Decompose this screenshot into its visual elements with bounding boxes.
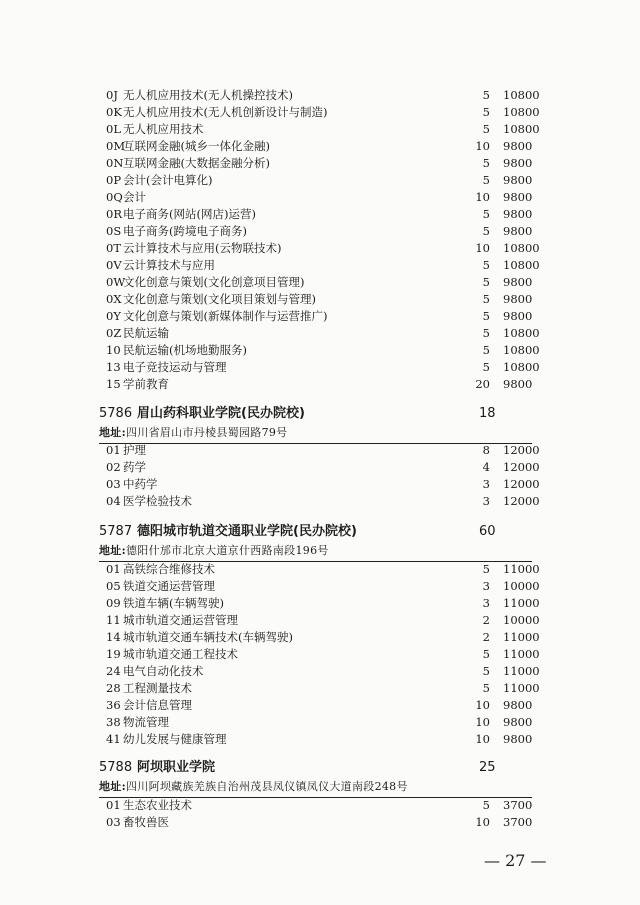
table-row (0, 612, 640, 629)
school-name: 德阳城市轨道交通职业学院(民办院校) (137, 524, 357, 539)
table-row (0, 459, 640, 476)
major-name: 电子商务(跨境电子商务) (123, 224, 247, 238)
tuition-fee: 12000 (503, 494, 540, 508)
table-row (0, 223, 640, 240)
table-row (0, 359, 640, 376)
major-name: 生态农业技术 (123, 798, 192, 812)
major-name: 文化创意与策划(文化创意项目管理) (123, 275, 305, 289)
major-code: 0Z (106, 326, 122, 340)
major-name: 医学检验技术 (123, 494, 192, 508)
table-row (0, 797, 640, 814)
school-total-quota: 60 (479, 524, 496, 539)
tuition-fee: 9800 (503, 207, 533, 221)
table-row (0, 714, 640, 731)
table-row (0, 493, 640, 510)
quota-count: 5 (482, 360, 490, 374)
quota-count: 10 (475, 815, 490, 829)
major-name: 城市轨道交通运营管理 (123, 613, 238, 627)
school-header (0, 404, 640, 424)
major-name: 无人机应用技术(无人机操控技术) (123, 88, 293, 102)
major-name: 无人机应用技术 (123, 122, 204, 136)
table-row (0, 731, 640, 748)
quota-count: 5 (482, 224, 490, 238)
major-code: 04 (106, 494, 121, 508)
tuition-fee: 12000 (503, 477, 540, 491)
tuition-fee: 11000 (503, 647, 540, 661)
major-code: 28 (106, 681, 121, 695)
major-name: 文化创意与策划(新媒体制作与运营推广) (123, 309, 328, 323)
page-number: — 27 — (484, 851, 547, 870)
major-code: 0N (106, 156, 124, 170)
table-row (0, 342, 640, 359)
major-name: 药学 (123, 460, 146, 474)
table-row (0, 138, 640, 155)
quota-count: 5 (482, 798, 490, 812)
quota-count: 4 (482, 460, 490, 474)
major-name: 文化创意与策划(文化项目策划与管理) (123, 292, 316, 306)
major-code: 0Y (106, 309, 121, 323)
major-code: 0K (106, 105, 122, 119)
tuition-fee: 12000 (503, 443, 540, 457)
major-name: 幼儿发展与健康管理 (123, 732, 227, 746)
quota-count: 5 (482, 681, 490, 695)
major-name: 云计算技术与应用(云物联技术) (123, 241, 282, 255)
tuition-fee: 10800 (503, 241, 540, 255)
table-row (0, 257, 640, 274)
major-name: 云计算技术与应用 (123, 258, 215, 272)
major-code: 0R (106, 207, 122, 221)
tuition-fee: 3700 (503, 798, 533, 812)
quota-count: 5 (482, 664, 490, 678)
address-text: 四川阿坝藏族羌族自治州茂县凤仪镇凤仪大道南段248号 (125, 780, 408, 793)
school-id: 5787 (99, 524, 133, 539)
quota-count: 3 (482, 477, 490, 491)
major-code: 38 (106, 715, 121, 729)
major-name: 城市轨道交通工程技术 (123, 647, 238, 661)
quota-count: 5 (482, 88, 490, 102)
major-code: 0P (106, 173, 122, 187)
quota-count: 5 (482, 258, 490, 272)
school-total-quota: 18 (479, 406, 496, 421)
tuition-fee: 9800 (503, 309, 533, 323)
major-code: 19 (106, 647, 121, 661)
major-code: 13 (106, 360, 121, 374)
school-address (99, 543, 329, 559)
school-id: 5788 (99, 760, 133, 775)
quota-count: 8 (482, 443, 490, 457)
quota-count: 3 (482, 579, 490, 593)
major-code: 01 (106, 798, 121, 812)
quota-count: 2 (482, 630, 490, 644)
major-code: 0V (106, 258, 122, 272)
major-code: 01 (106, 562, 121, 576)
major-name: 中药学 (123, 477, 158, 491)
major-code: 41 (106, 732, 121, 746)
major-code: 01 (106, 443, 121, 457)
address-label: 地址: (99, 426, 126, 439)
major-name: 城市轨道交通车辆技术(车辆驾驶) (123, 630, 293, 644)
quota-count: 10 (475, 241, 490, 255)
table-row (0, 646, 640, 663)
major-name: 互联网金融(城乡一体化金融) (123, 139, 270, 153)
quota-count: 2 (482, 613, 490, 627)
major-name: 会计 (123, 190, 146, 204)
major-code: 0W (106, 275, 126, 289)
tuition-fee: 10800 (503, 88, 540, 102)
major-name: 物流管理 (123, 715, 169, 729)
address-text: 德阳什邡市北京大道京什西路南段196号 (125, 544, 329, 557)
table-row (0, 291, 640, 308)
school-name: 阿坝职业学院 (137, 760, 216, 775)
tuition-fee: 10800 (503, 122, 540, 136)
tuition-fee: 10000 (503, 579, 540, 593)
major-code: 14 (106, 630, 121, 644)
quota-count: 5 (482, 343, 490, 357)
quota-count: 5 (482, 326, 490, 340)
major-code: 02 (106, 460, 121, 474)
table-row (0, 663, 640, 680)
major-code: 15 (106, 377, 121, 391)
table-row (0, 206, 640, 223)
table-row (0, 680, 640, 697)
tuition-fee: 9800 (503, 377, 533, 391)
tuition-fee: 11000 (503, 562, 540, 576)
tuition-fee: 9800 (503, 156, 533, 170)
school-name: 眉山药科职业学院(民办院校) (137, 406, 305, 421)
major-name: 护理 (123, 443, 146, 457)
school-header (0, 522, 640, 542)
quota-count: 10 (475, 698, 490, 712)
major-code: 09 (106, 596, 121, 610)
tuition-fee: 9800 (503, 732, 533, 746)
tuition-fee: 11000 (503, 596, 540, 610)
quota-count: 5 (482, 562, 490, 576)
major-name: 会计信息管理 (123, 698, 192, 712)
major-code: 0T (106, 241, 121, 255)
major-name: 民航运输(机场地勤服务) (123, 343, 247, 357)
major-code: 36 (106, 698, 121, 712)
major-name: 铁道车辆(车辆驾驶) (123, 596, 224, 610)
quota-count: 5 (482, 173, 490, 187)
major-name: 畜牧兽医 (123, 815, 169, 829)
tuition-fee: 9800 (503, 292, 533, 306)
major-code: 0S (106, 224, 122, 238)
quota-count: 10 (475, 190, 490, 204)
major-code: 03 (106, 815, 121, 829)
table-row (0, 814, 640, 831)
tuition-fee: 10800 (503, 105, 540, 119)
quota-count: 5 (482, 292, 490, 306)
major-code: 11 (106, 613, 121, 627)
table-row (0, 308, 640, 325)
quota-count: 5 (482, 105, 490, 119)
table-row (0, 172, 640, 189)
address-text: 四川省眉山市丹棱县蜀园路79号 (125, 426, 288, 439)
major-code: 0L (106, 122, 121, 136)
table-row (0, 578, 640, 595)
quota-count: 10 (475, 139, 490, 153)
address-label: 地址: (99, 780, 126, 793)
tuition-fee: 9800 (503, 698, 533, 712)
quota-count: 3 (482, 596, 490, 610)
major-code: 0Q (106, 190, 123, 204)
table-row (0, 476, 640, 493)
quota-count: 5 (482, 207, 490, 221)
quota-count: 5 (482, 309, 490, 323)
tuition-fee: 10000 (503, 613, 540, 627)
table-row (0, 104, 640, 121)
major-code: 0X (106, 292, 122, 306)
tuition-fee: 10800 (503, 326, 540, 340)
table-row (0, 189, 640, 206)
table-row (0, 376, 640, 393)
major-name: 铁道交通运营管理 (123, 579, 215, 593)
table-row (0, 595, 640, 612)
major-name: 学前教育 (123, 377, 169, 391)
major-code: 03 (106, 477, 121, 491)
major-code: 0M (106, 139, 126, 153)
major-code: 10 (106, 343, 121, 357)
table-row (0, 697, 640, 714)
quota-count: 5 (482, 275, 490, 289)
table-row (0, 240, 640, 257)
quota-count: 5 (482, 122, 490, 136)
tuition-fee: 11000 (503, 630, 540, 644)
major-name: 工程测量技术 (123, 681, 192, 695)
table-row (0, 629, 640, 646)
school-address (99, 425, 287, 441)
major-name: 无人机应用技术(无人机创新设计与制造) (123, 105, 328, 119)
major-code: 24 (106, 664, 121, 678)
quota-count: 10 (475, 732, 490, 746)
tuition-fee: 10800 (503, 360, 540, 374)
major-code: 05 (106, 579, 121, 593)
major-name: 电子竞技运动与管理 (123, 360, 227, 374)
table-row (0, 274, 640, 291)
tuition-fee: 12000 (503, 460, 540, 474)
quota-count: 5 (482, 156, 490, 170)
quota-count: 20 (475, 377, 490, 391)
table-row (0, 325, 640, 342)
table-row (0, 561, 640, 578)
tuition-fee: 9800 (503, 139, 533, 153)
tuition-fee: 11000 (503, 681, 540, 695)
tuition-fee: 9800 (503, 173, 533, 187)
tuition-fee: 9800 (503, 715, 533, 729)
quota-count: 3 (482, 494, 490, 508)
major-name: 高铁综合维修技术 (123, 562, 215, 576)
quota-count: 10 (475, 715, 490, 729)
tuition-fee: 9800 (503, 190, 533, 204)
major-name: 互联网金融(大数据金融分析) (123, 156, 270, 170)
major-name: 会计(会计电算化) (123, 173, 213, 187)
major-name: 民航运输 (123, 326, 169, 340)
tuition-fee: 3700 (503, 815, 533, 829)
address-label: 地址: (99, 544, 126, 557)
table-row (0, 155, 640, 172)
table-row (0, 121, 640, 138)
tuition-fee: 11000 (503, 664, 540, 678)
school-header (0, 758, 640, 778)
tuition-fee: 9800 (503, 275, 533, 289)
tuition-fee: 10800 (503, 258, 540, 272)
school-address (99, 779, 408, 795)
school-total-quota: 25 (479, 760, 496, 775)
tuition-fee: 9800 (503, 224, 533, 238)
major-name: 电子商务(网站(网店)运营) (123, 207, 256, 221)
quota-count: 5 (482, 647, 490, 661)
table-row (0, 87, 640, 104)
table-row (0, 442, 640, 459)
major-code: 0J (106, 88, 118, 102)
school-id: 5786 (99, 406, 133, 421)
tuition-fee: 10800 (503, 343, 540, 357)
major-name: 电气自动化技术 (123, 664, 204, 678)
